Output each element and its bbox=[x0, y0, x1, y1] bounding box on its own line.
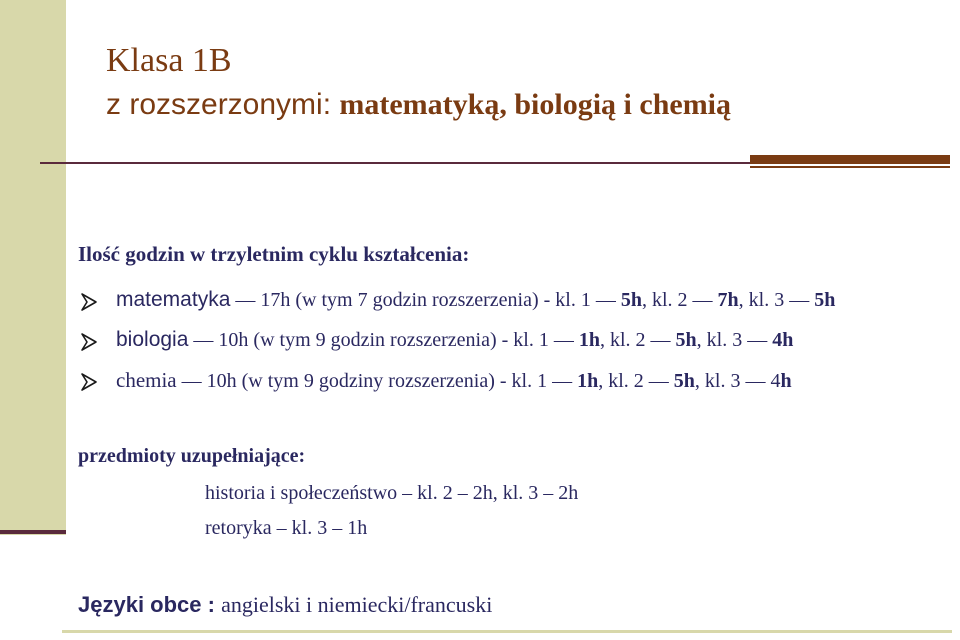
arrow-bullet-icon bbox=[78, 331, 100, 353]
hours-year-2: 5h bbox=[675, 329, 697, 351]
title-divider-accent bbox=[750, 155, 950, 164]
subject-detail: — 17h (w tym 7 godzin rozszerzenia) - kl. 1 — bbox=[230, 289, 621, 311]
hours-year-1: 1h bbox=[577, 370, 599, 392]
languages-line bbox=[78, 592, 492, 618]
arrow-bullet-icon bbox=[78, 291, 100, 313]
separator: , kl. 2 — bbox=[598, 370, 674, 392]
subtitle-prefix: z rozszerzonymi: bbox=[106, 88, 340, 121]
hours-year-2: 5h bbox=[673, 370, 695, 392]
page-title: Klasa 1B bbox=[106, 42, 232, 79]
subject-detail: — 10h (w tym 9 godziny rozszerzenia) - kl. 1 — bbox=[176, 370, 578, 392]
languages-value: angielski i niemiecki/francuski bbox=[221, 592, 493, 617]
subject-detail: — 10h (w tym 9 godzin rozszerzenia) - kl. 1 — bbox=[188, 329, 579, 351]
separator: , kl. 3 — 4 bbox=[694, 370, 781, 392]
hours-year-1: 5h bbox=[620, 289, 642, 311]
separator: , kl. 3 — bbox=[696, 329, 773, 351]
supplementary-item: retoryka – kl. 3 – 1h bbox=[205, 517, 368, 539]
separator: , kl. 2 — bbox=[641, 289, 718, 311]
hours-year-3: 4h bbox=[772, 329, 794, 351]
separator: , kl. 2 — bbox=[599, 329, 676, 351]
subject-name: chemia bbox=[116, 368, 177, 392]
list-item-text bbox=[116, 288, 835, 312]
left-decor-band bbox=[0, 0, 66, 535]
hours-year-3: h bbox=[780, 370, 792, 392]
subtitle-subjects: matematyką, biologią i chemią bbox=[339, 88, 732, 121]
left-decor-line bbox=[0, 530, 66, 534]
list-item-text bbox=[116, 368, 792, 393]
subject-name: matematyka bbox=[116, 288, 231, 311]
subject-name: biologia bbox=[116, 328, 189, 351]
bottom-divider bbox=[62, 630, 952, 633]
page-subtitle bbox=[106, 88, 731, 121]
title-divider bbox=[40, 162, 750, 164]
arrow-bullet-icon bbox=[78, 371, 100, 393]
list-item-text bbox=[116, 328, 793, 352]
hours-year-2: 7h bbox=[717, 289, 739, 311]
hours-year-3: 5h bbox=[814, 289, 836, 311]
supplementary-heading: przedmioty uzupełniające: bbox=[78, 445, 306, 467]
hours-heading: Ilość godzin w trzyletnim cyklu kształcenia: bbox=[78, 242, 470, 266]
languages-label: Języki obce : bbox=[78, 592, 222, 617]
separator: , kl. 3 — bbox=[738, 289, 815, 311]
supplementary-item: historia i społeczeństwo – kl. 2 – 2h, kl. 3 – 2h bbox=[205, 482, 579, 504]
hours-year-1: 1h bbox=[578, 329, 600, 351]
title-divider-accent-line bbox=[750, 166, 950, 168]
